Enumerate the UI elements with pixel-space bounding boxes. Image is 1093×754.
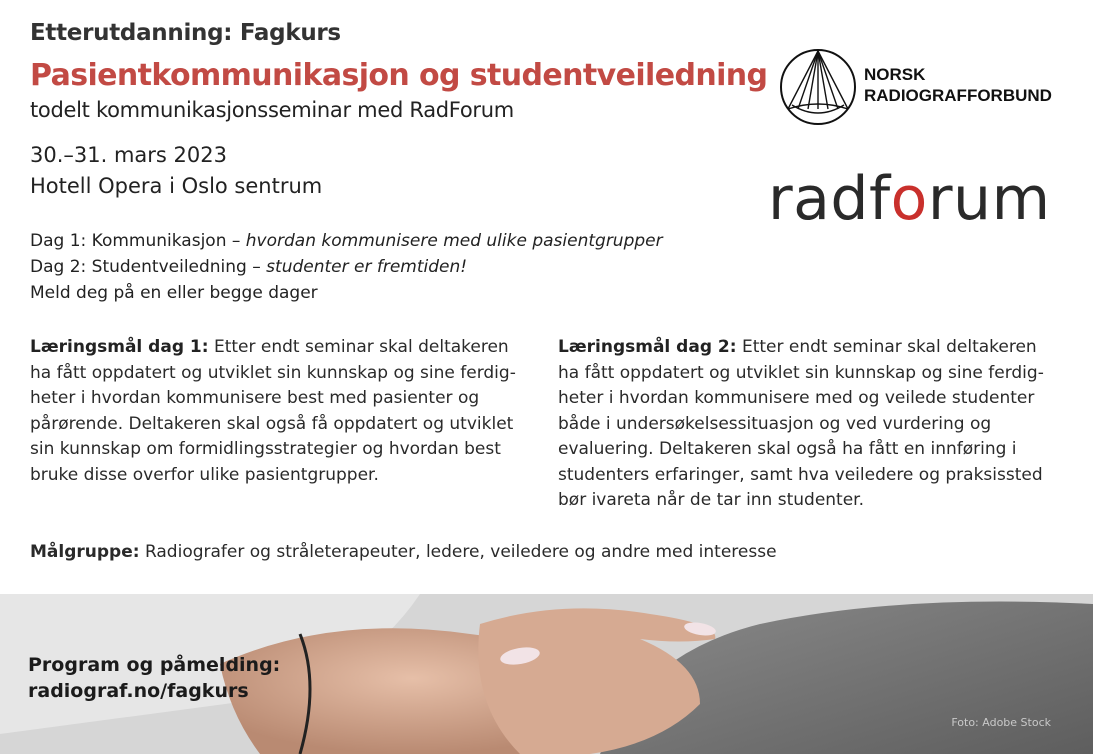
day-list (30, 228, 663, 306)
learning-goal-day1: Læringsmål dag 1: Etter endt seminar skal deltakeren ha fått oppdatert og utviklet sin kunnskap og sine ferdig-heter i hvordan kommunisere best med pasienter og pårørende. Deltakeren skal også få oppdatert og utviklet sin kunnskap om formidlingsstrategier og hvordan best bruke disse overfor ulike pasientgrupper. (30, 337, 516, 485)
course-subtitle: todelt kommunikasjonsseminar med RadForum (30, 98, 514, 122)
learning-goal-day2: Læringsmål dag 2: Etter endt seminar skal deltakeren ha fått oppdatert og utviklet sin kunnskap og sine ferdig-heter i hvordan kommunisere med og veilede studenter både i undersøkelsessituasjon og ved vurdering og evaluering. Deltakeren skal også ha fått en innføring i studenters erfaringer, samt hva veiledere og praksissted bør ivareta når de tar inn studenter. (558, 337, 1044, 510)
program-label: Program og påmelding: (28, 654, 281, 676)
course-date: 30.–31. mars 2023 (30, 143, 227, 167)
photo-credit: Foto: Adobe Stock (951, 716, 1051, 729)
program-signup (28, 652, 280, 704)
course-title: Pasientkommunikasjon og studentveiledning (30, 58, 768, 93)
target-audience: Målgruppe: Radiografer og stråleterapeuter, ledere, veiledere og andre med interesse (30, 542, 777, 562)
radiograph-cone-icon (778, 47, 858, 127)
program-link[interactable]: radiograf.no/fagkurs (28, 680, 249, 702)
norsk-radiografforbund-logo (778, 47, 1078, 131)
course-category: Etterutdanning: Fagkurs (30, 20, 341, 46)
signup-note: Meld deg på en eller begge dager (30, 283, 318, 303)
holding-hands-photo (0, 594, 1093, 754)
radforum-logo: radforum (768, 164, 1051, 234)
nrf-wordmark: NORSK RADIOGRAFFORBUND (864, 65, 1052, 105)
course-venue: Hotell Opera i Oslo sentrum (30, 174, 323, 198)
day2-line: Dag 2: Studentveiledning – studenter er fremtiden! (30, 257, 468, 277)
day1-line: Dag 1: Kommunikasjon – hvordan kommunisere med ulike pasientgrupper (30, 231, 663, 251)
